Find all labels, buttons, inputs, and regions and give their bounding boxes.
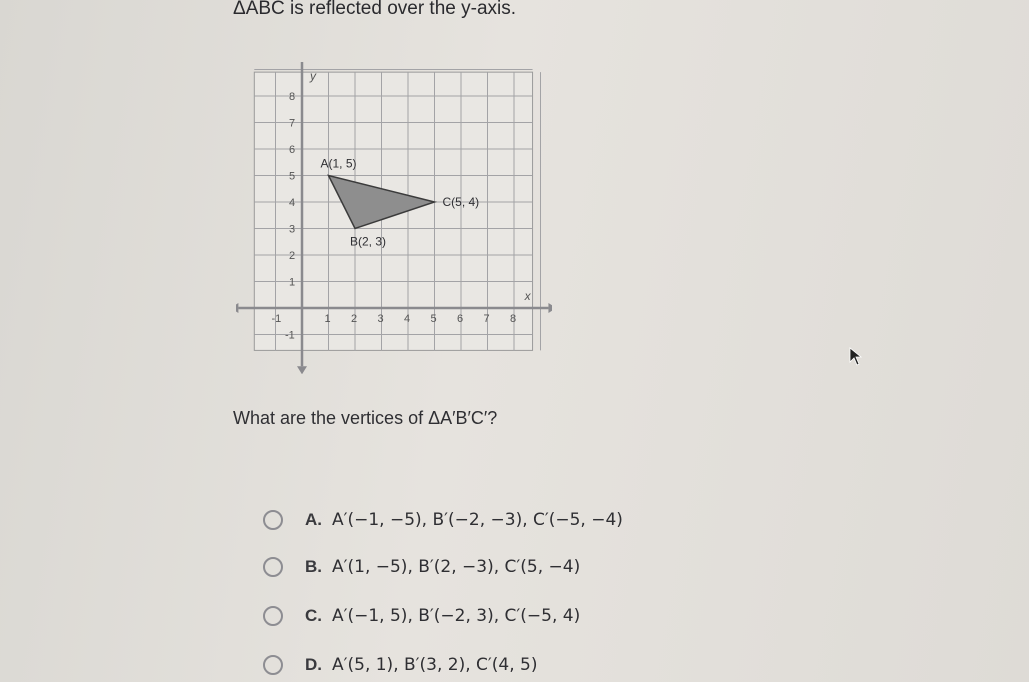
y-axis-arrow-down bbox=[297, 366, 307, 374]
option-d-text: A′(5, 1), B′(3, 2), C′(4, 5) bbox=[332, 655, 538, 675]
x-axis-arrow-left bbox=[236, 303, 238, 313]
x-tick-label: 8 bbox=[510, 313, 517, 325]
x-axis-label: x bbox=[524, 289, 531, 304]
option-c[interactable] bbox=[263, 601, 580, 631]
y-tick-label: 1 bbox=[289, 276, 296, 289]
radio-option-b[interactable] bbox=[263, 557, 283, 577]
option-b[interactable] bbox=[263, 552, 580, 582]
x-axis-arrow-right bbox=[548, 303, 552, 313]
option-a-text: A′(−1, −5), B′(−2, −3), C′(−5, −4) bbox=[332, 510, 623, 530]
y-tick-label: 4 bbox=[289, 197, 296, 209]
y-tick-label: 7 bbox=[289, 117, 296, 130]
x-tick-label: 3 bbox=[377, 313, 384, 325]
x-tick-label: 4 bbox=[404, 313, 411, 325]
vertex-label: A(1, 5) bbox=[320, 156, 357, 171]
y-tick-label: 3 bbox=[289, 223, 296, 236]
option-b-letter: B. bbox=[305, 557, 322, 576]
vertex-label: C(5, 4) bbox=[442, 195, 480, 209]
y-tick-label: 6 bbox=[289, 144, 296, 156]
x-tick-label: 2 bbox=[351, 313, 358, 325]
radio-option-c[interactable] bbox=[263, 606, 283, 626]
x-tick-label: 1 bbox=[324, 313, 331, 325]
x-tick-label: 7 bbox=[483, 313, 490, 325]
option-c-letter: C. bbox=[305, 606, 322, 625]
y-tick-label: 8 bbox=[289, 91, 296, 103]
graph-svg bbox=[236, 62, 552, 374]
option-a[interactable] bbox=[263, 505, 623, 535]
radio-option-d[interactable] bbox=[263, 655, 283, 675]
radio-option-a[interactable] bbox=[263, 510, 283, 530]
question-text: What are the vertices of ΔA′B′C′? bbox=[233, 408, 498, 428]
y-axis-label: y bbox=[310, 69, 316, 84]
option-a-letter: A. bbox=[305, 510, 322, 529]
vertex-label: B(2, 3) bbox=[350, 234, 387, 249]
y-tick-label: 5 bbox=[289, 170, 296, 183]
y-tick-label: -1 bbox=[285, 329, 295, 342]
coordinate-graph bbox=[236, 62, 552, 374]
prompt-text: ΔABC is reflected over the y-axis. bbox=[233, 0, 517, 19]
option-c-text: A′(−1, 5), B′(−2, 3), C′(−5, 4) bbox=[332, 606, 581, 626]
y-tick-label: 2 bbox=[289, 250, 296, 262]
option-b-text: A′(1, −5), B′(2, −3), C′(5, −4) bbox=[332, 557, 581, 577]
x-tick-label: -1 bbox=[271, 313, 282, 325]
option-d[interactable] bbox=[263, 650, 537, 680]
option-d-letter: D. bbox=[305, 655, 322, 674]
x-tick-label: 5 bbox=[430, 313, 437, 325]
x-tick-label: 6 bbox=[457, 313, 464, 325]
